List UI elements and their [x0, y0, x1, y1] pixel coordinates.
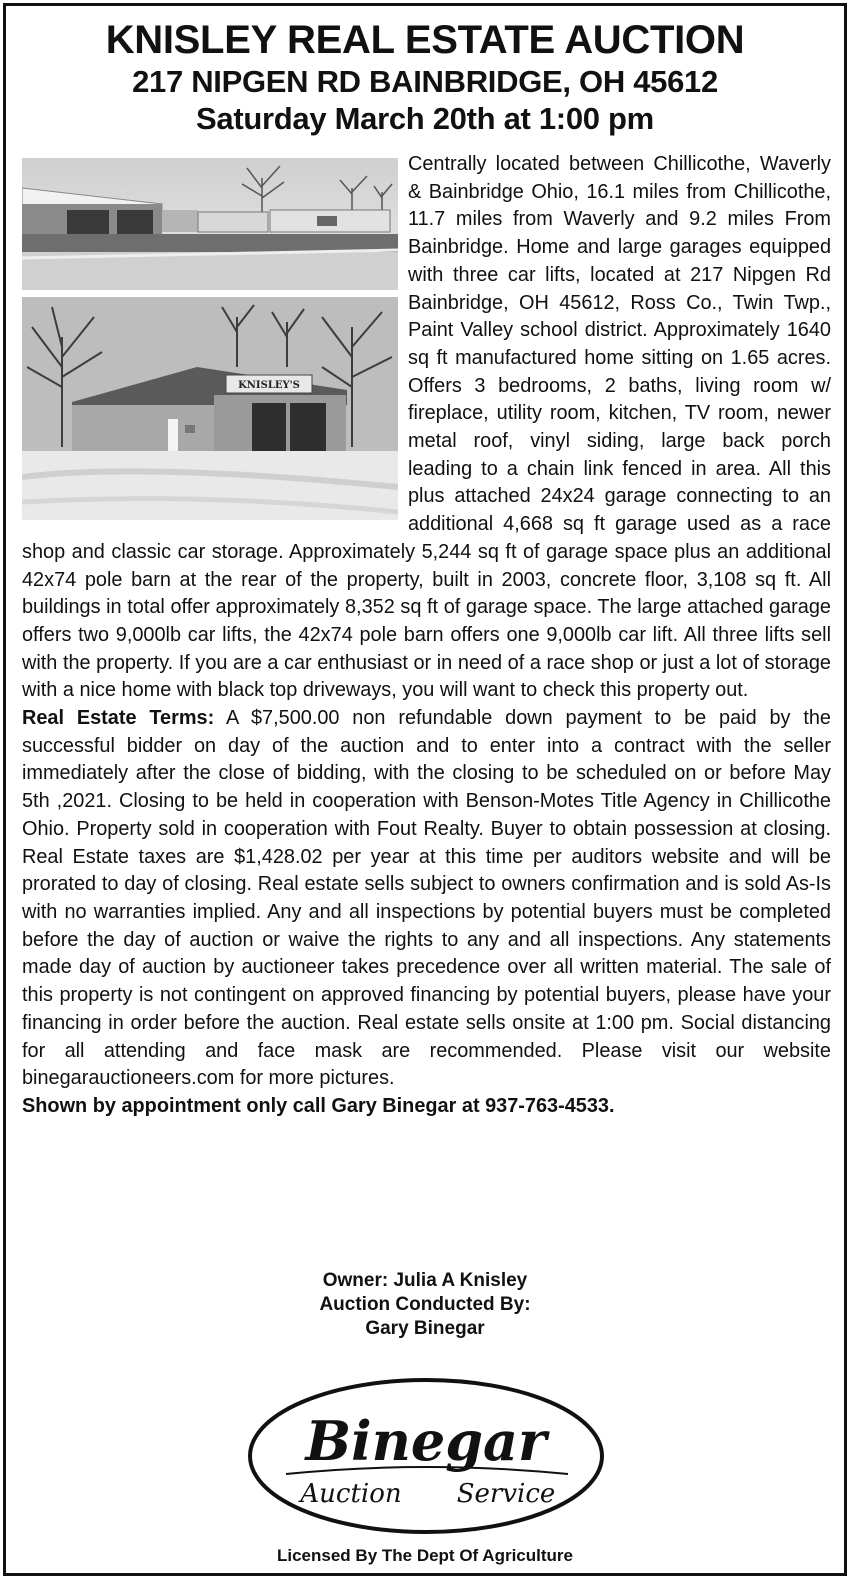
ad-body	[22, 151, 831, 1121]
showing-info: Shown by appointment only call Gary Binegar at 937-763-4533.	[22, 1094, 615, 1117]
home-garages-photo	[22, 158, 398, 290]
property-address: 217 NIPGEN RD BAINBRIDGE, OH 45612	[132, 64, 718, 99]
garage-sign-text: KNISLEY'S	[238, 380, 300, 391]
ad-title: KNISLEY REAL ESTATE AUCTION	[105, 18, 745, 62]
auction-credits	[6, 1269, 844, 1341]
real-estate-terms	[22, 705, 831, 1093]
auction-date: Saturday March 20th at 1:00 pm	[196, 101, 654, 136]
logo-name: Binegar	[305, 1409, 547, 1473]
binegar-logo	[246, 1376, 606, 1536]
license-statement: Licensed By The Dept Of Agriculture	[277, 1546, 573, 1565]
logo-service-word: Service	[456, 1479, 556, 1509]
logo-auction-word: Auction	[300, 1479, 402, 1509]
conducted-by-line: Auction Conducted By:	[319, 1294, 531, 1315]
terms-heading: Real Estate Terms:	[22, 707, 215, 730]
pole-barn-photo	[22, 297, 398, 520]
auction-ad	[3, 3, 847, 1576]
photo-column	[22, 158, 398, 520]
terms-text: A $7,500.00 non refundable down payment to be paid by the successful bidder on day of the auction and to enter into a contract with the seller immediately after the close of bidding, with the closing to be scheduled on or before May 5th ,2021. Closing to be held in cooperation with Benson-Motes Title Agency in Chillicothe Ohio. Property sold in cooperation with Fout Realty. Buyer to obtain possession at closing. Real Estate taxes are $1,428.02 per year at this time per auditors website and will be prorated to day of closing. Real estate sells subject to owners confirmation and is sold As-Is with no warranties implied. Any and all inspections by potential buyers must be completed before the day of auction or waive the rights to any and all inspections. Any statements made day of auction by auctioneer takes precedence over all written material. The sale of this property is not contingent on approved financing by potential buyers, please have your financing in order before the auction. Real estate sells onsite at 1:00 pm. Social distancing for all attending and face mask are recommended. Please visit our website binegarauctioneers.com for more pictures.	[22, 707, 831, 1090]
property-description: Centrally located between Chillicothe, Waverly & Bainbridge Ohio, 16.1 miles from Chillicothe, 11.7 miles from Waverly and 9.2 miles From Bainbridge. Home and large garages equipped with three car lifts, located at 217 Nipgen Rd Bainbridge, OH 45612, Ross Co., Twin Twp., Paint Valley school district. Approximately 1640 sq ft manufactured home sitting on 1.65 acres. Offers 3 bedrooms, 2 baths, living room w/ fireplace, utility room, kitchen, TV room, newer metal roof, vinyl siding, large back porch leading to a chain link fenced in area. All this plus attached 24x24 garage connecting to an additional 4,668 sq ft garage used as a race shop and classic car storage. Approximately 5,244 sq ft of garage space plus an additional 42x74 pole barn at the rear of the property, built in 2003, concrete floor, 3,108 sq ft. All buildings in total offer approximately 8,352 sq ft of garage space. The large attached garage offers two 9,000lb car lifts, the 42x74 pole barn offers one 9,000lb car lift. All three lifts sell with the property. If you are a car enthusiast or in need of a race shop or just a lot of storage with a nice home with black top driveways, you will want to check this property out.	[22, 153, 831, 702]
owner-line: Owner: Julia A Knisley	[322, 1270, 528, 1291]
auctioneer-name: Gary Binegar	[365, 1318, 485, 1339]
